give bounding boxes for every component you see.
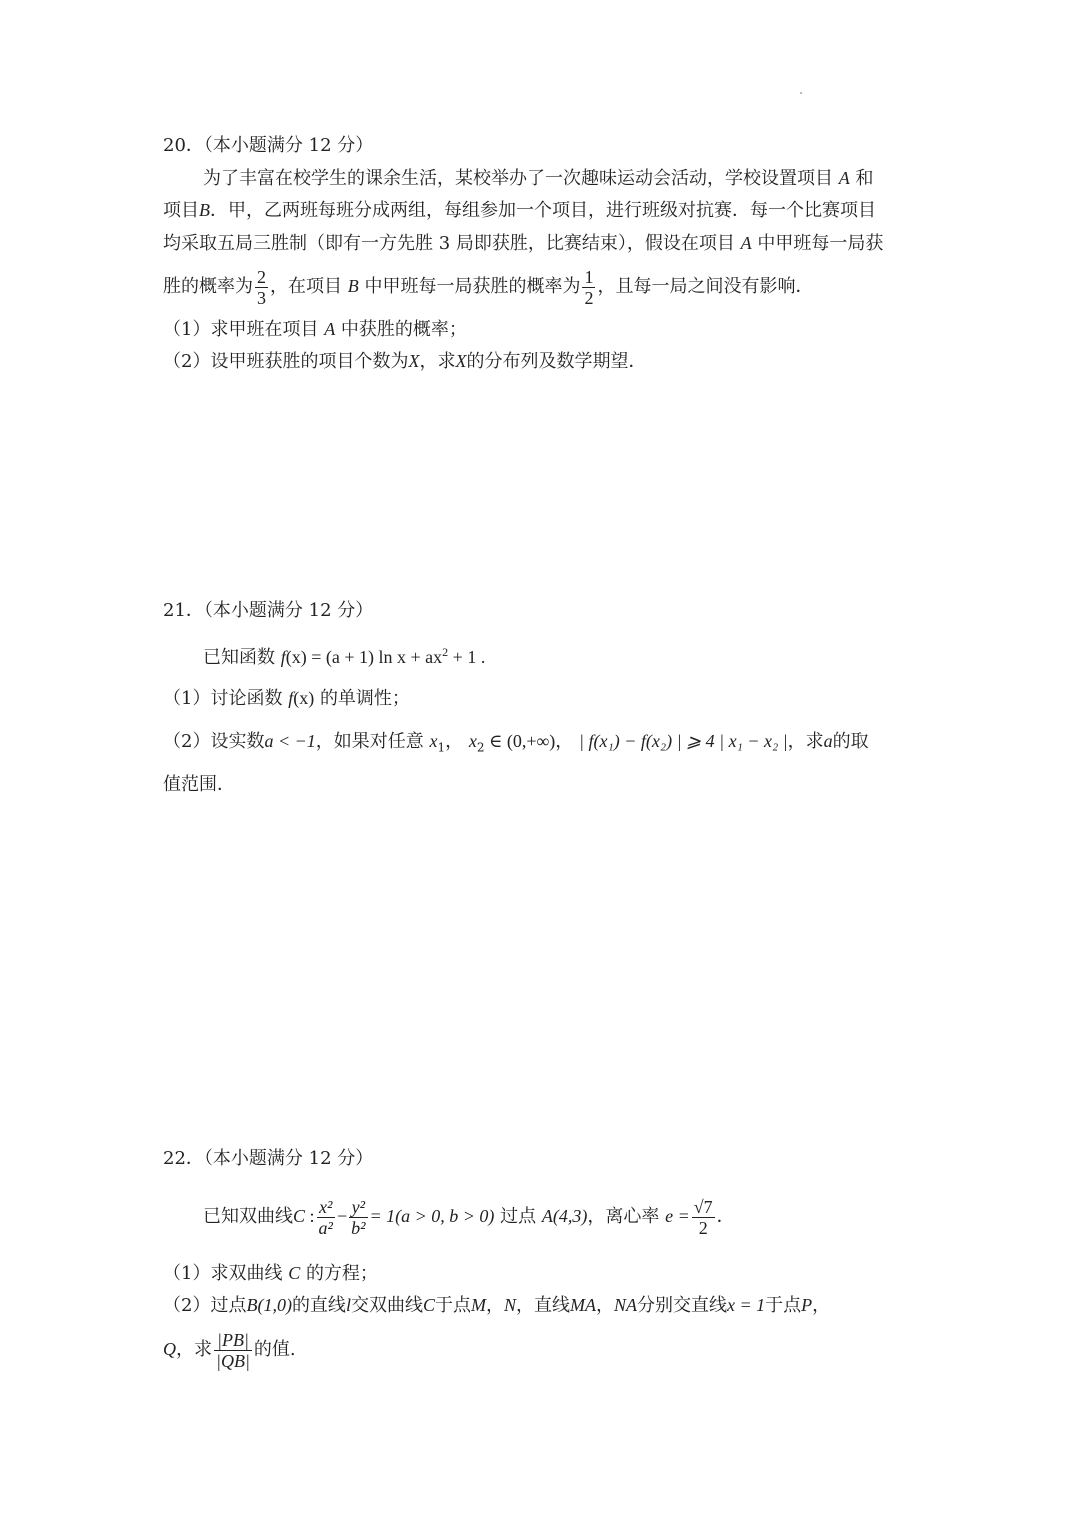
problem-20-text-line-4: 胜的概率为 $\frac{2}{3}$ ，在项目 B 中甲班每一局获胜的概率为 $\frac{1}{2}$ ，且每一局之间没有影响． xyxy=(163,266,814,308)
scan-dot xyxy=(800,92,802,94)
problem-20-subquestion-2: （2）设甲班获胜的项目个数为X，求X的分布列及数学期望． xyxy=(163,351,647,372)
problem-22-header: 22．（本小题满分 12 分） xyxy=(163,1148,374,1169)
problem-21-subquestion-1: （1）讨论函数 f(x) 的单调性； xyxy=(163,688,410,709)
function-formula: f(x) = (a + 1) $\ln x + ax^2 + 1$ . xyxy=(280,645,486,667)
fraction-root7-over-2: $\frac{√7}{2}$ xyxy=(693,1196,713,1238)
problem-20-text-line-1: 为了丰富在校学生的课余生活，某校举办了一次趣味运动会活动，学校设置项目 A 和 xyxy=(203,168,874,189)
fraction-x-squared-over-a-squared: $\frac{\text{x²}}{\text{a²}}$ xyxy=(318,1196,333,1238)
fraction-pb-over-qb: $\frac{|PB|}{|QB|}$ xyxy=(216,1329,250,1371)
fraction-one-half: $\frac{1}{2}$ xyxy=(584,266,594,308)
problem-21-function-definition: 已知函数 f(x) = (a + 1) $\ln x + ax^2 + 1$ . xyxy=(203,645,486,668)
problem-22-subquestion-2-line-2: Q，求 $\frac{|PB|}{|QB|}$ 的值. xyxy=(163,1329,296,1371)
fraction-y-squared-over-b-squared: $\frac{\text{y²}}{\text{b²}}$ xyxy=(351,1196,366,1238)
problem-21-header: 21．（本小题满分 12 分） xyxy=(163,600,374,621)
problem-20-text-line-2: 项目B．甲，乙两班每班分成两组，每组参加一个项目，进行班级对抗赛．每一个比赛项目 xyxy=(163,200,876,221)
problem-21-subquestion-2-line-1: （2）设实数a < −1，如果对任意 $x_1$， $x_2$ ∈ (0,+∞)， | f(x₁) − f(x₂) | ⩾ 4 | x₁ − x₂ |，求a的取 xyxy=(163,731,869,755)
problem-22-hyperbola-definition: 已知双曲线C : $\frac{\text{x²}}{\text{a²}}$ − $\frac{\text{y²}}{\text{b²}}$ = 1(a > 0, b > 0) 过点 A(4,3)，离心率 e = $\frac{√7}{2}$ ． xyxy=(203,1196,735,1238)
fraction-two-thirds: $\frac{2}{3}$ xyxy=(257,266,266,308)
problem-20-text-line-3: 均采取五局三胜制（即有一方先胜 3 局即获胜，比赛结束），假设在项目 A 中甲班每一局获 xyxy=(163,233,884,254)
problem-22-subquestion-1: （1）求双曲线 C 的方程； xyxy=(163,1263,378,1284)
problem-20-subquestion-1: （1）求甲班在项目 A 中获胜的概率； xyxy=(163,319,467,340)
problem-22-subquestion-2-line-1: （2）过点B(1,0)的直线l交双曲线C于点M，N，直线MA，NA分别交直线x = 1于点P， xyxy=(163,1295,831,1316)
problem-21-subquestion-2-line-2: 值范围． xyxy=(163,774,235,795)
problem-20-header: 20．（本小题满分 12 分） xyxy=(163,135,374,156)
